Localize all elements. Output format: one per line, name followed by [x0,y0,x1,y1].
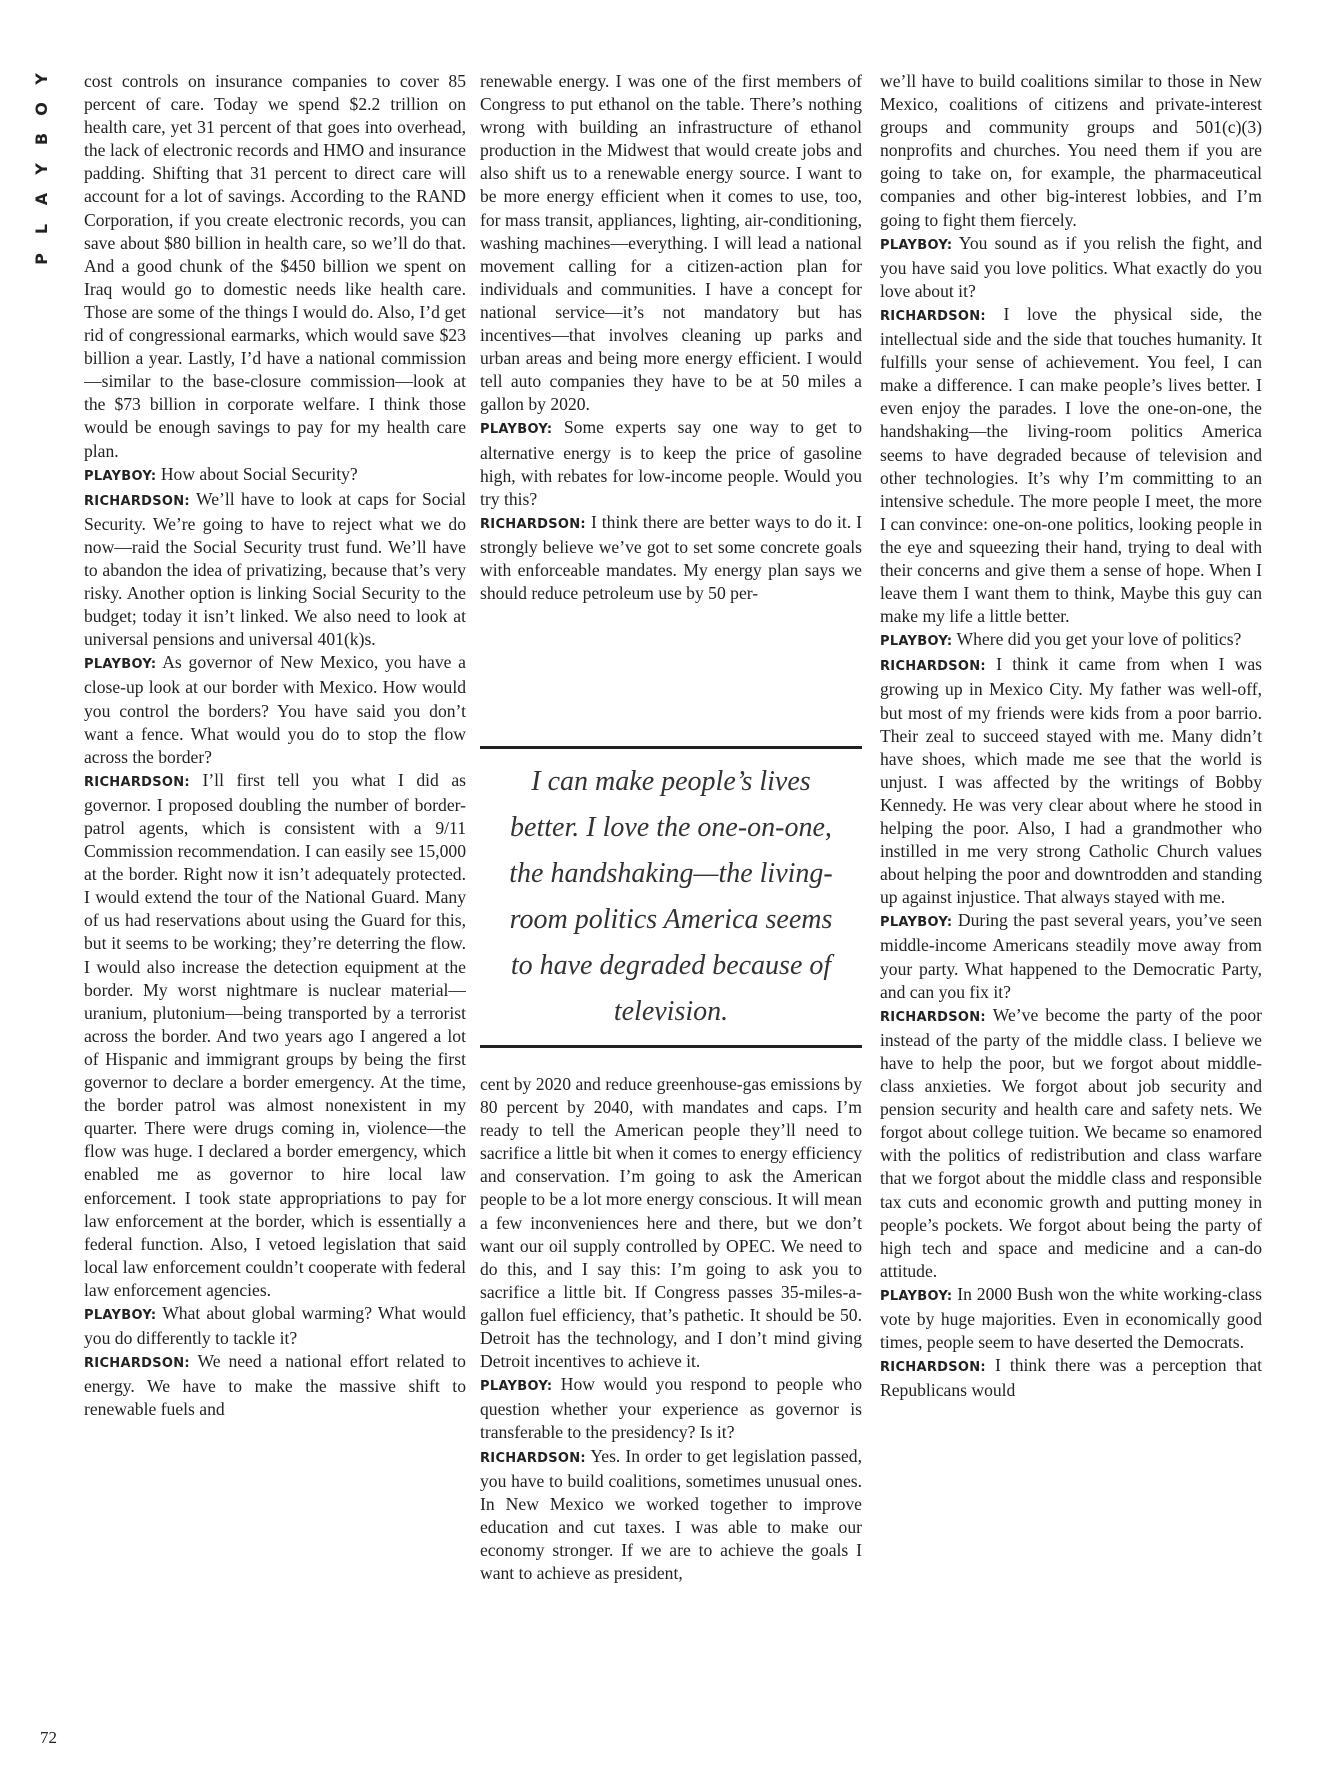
article-paragraph [84,1302,466,1350]
paragraph-text: I think it came from when I was growing up in Mexico City. My father was well-off, but most of my friends were kids from a poor barrio. Their zeal to succeed stayed with me. Many didn’t have shoes, which made me see that the world is unjust. I was affected by the writings of Bobby Kennedy. He was very clear about where he stood in helping the poor. Also, I had a grandmother who instilled in me very strong Catholic Church values about helping the poor and downtrodden and standing up against injustice. That always stayed with me. [880,654,1262,908]
speaker-label: PLAYBOY: [84,468,157,484]
article-paragraph [880,653,1262,909]
article-column-3 [880,70,1262,1760]
masthead-letter: B [31,132,51,146]
speaker-label: PLAYBOY: [880,915,953,931]
speaker-label: RICHARDSON: [84,774,190,790]
article-paragraph [84,488,466,652]
masthead-letter: Y [32,73,51,85]
paragraph-text: I’ll first tell you what I did as governor. I proposed doubling the number of border-patrol agents, which is consistent with a 9/11 Commission recommendation. I can easily see 15,000 at the border. Right now it isn’t adequately protected. I would extend the tour of the National Guard. Many of us had reservations about using the Guard for this, but it seems to be working; they’re deterring the flow. I would also increase the detection equipment at the border. My worst nightmare is nuclear material—uranium, plutonium—being transported by a terrorist across the border. And two years ago I angered a lot of Hispanic and immigrant groups by being the first governor to declare a border emergency. At the time, the border patrol was almost nonexistent in my quarter. There were drugs coming in, violence—the flow was huge. I declared a border emergency, which enabled me as governor to hire local law enforcement. I took state appropriations to pay for law enforcement at the border, which is essentially a federal function. Also, I vetoed legislation that said local law enforcement couldn’t cooperate with federal law enforcement agencies. [84,769,466,1300]
article-paragraph [84,1350,466,1421]
paragraph-text: You sound as if you relish the fight, and you have said you love politics. What exactly do you love about it? [880,232,1262,301]
article-paragraph [880,232,1262,303]
article-paragraph [480,416,862,510]
article-paragraph [880,909,1262,1003]
article-paragraph [480,70,862,416]
paragraph-text: Yes. In order to get legislation passed, you have to build coalitions, sometimes unusual ones. In New Mexico we worked together to improve education and cut taxes. I was able to make our economy stronger. If we are to achieve the goals I want to achieve as president, [480,1445,862,1583]
article-paragraph [84,463,466,488]
speaker-label: PLAYBOY: [480,1379,553,1395]
paragraph-text: I love the physical side, the intellectual side and the side that touches humanity. It fulfills your sense of achievement. You feel, I can make a difference. I can make people’s lives better. I even enjoy the parades. I love the one-on-one, the handshaking—the living-room politics America seems to have degraded because of television and other technologies. It’s why I’m committing to an intensive schedule. The more people I meet, the more I can convince: one-on-one politics, looking people in the eye and squeezing their hand, trying to deal with their concerns and give them a sense of hope. When I leave them I want them to think, Maybe this guy can make my life a little better. [880,303,1262,627]
paragraph-text: We’ll have to look at caps for Social Security. We’re going to have to reject what we do now—raid the Social Security trust fund. We’ll have to abandon the idea of privatizing, because that’s very risky. Another option is linking Social Security to the budget; today it isn’t linked. We also need to look at universal pensions and universal 401(k)s. [84,488,466,650]
article-paragraph [84,651,466,768]
article-paragraph [480,1373,862,1444]
speaker-label: RICHARDSON: [880,308,986,324]
article-paragraph [880,628,1262,653]
masthead-letter: Y [32,163,51,175]
paragraph-text: During the past several years, you’ve seen middle-income Americans steadily move away from your party. What happened to the Democratic Party, and can you fix it? [880,910,1262,1002]
speaker-label: RICHARDSON: [880,659,986,675]
masthead-letter: O [31,102,51,116]
speaker-label: RICHARDSON: [480,1450,586,1466]
article-paragraph [880,70,1262,232]
speaker-label: PLAYBOY: [84,1307,157,1323]
magazine-masthead [30,70,54,268]
article-paragraph [880,1004,1262,1283]
paragraph-text: What about global warming? What would you do differently to tackle it? [84,1302,466,1349]
article-paragraph [880,1283,1262,1354]
speaker-label: RICHARDSON: [880,1360,986,1376]
masthead-letter: A [31,192,51,206]
masthead-letter: P [31,253,51,265]
speaker-label: PLAYBOY: [84,657,157,673]
paragraph-text: I think there are better ways to do it. I strongly believe we’ve got to set some concrete goals with enforceable mandates. My energy plan says we should reduce petroleum use by 50 per- [480,511,862,604]
speaker-label: RICHARDSON: [480,516,586,532]
article-column-2-top [480,70,862,750]
pull-quote [480,746,862,1048]
article-paragraph [480,511,862,605]
speaker-label: RICHARDSON: [84,493,190,509]
article-paragraph [480,1445,862,1586]
paragraph-text: cent by 2020 and reduce greenhouse-gas emissions by 80 percent by 2040, with mandates and caps. I’m ready to tell the American people they’ll need to sacrifice a little bit when it comes to energy efficiency and conservation. I’m going to ask the American people to be a lot more energy conscious. It will mean a few inconveniences here and there, but we don’t want our oil supply controlled by OPEC. We need to do this, and I say this: I’m going to ask you to sacrifice a little bit. If Congress passes 35-miles-a-gallon fuel efficiency, that’s pathetic. It should be 50. Detroit has the technology, and I don’t mind giving Detroit incentives to achieve it. [480,1074,862,1372]
paragraph-text: In 2000 Bush won the white working-class vote by huge majorities. Even in economically good times, people seem to have deserted the Democrats. [880,1283,1262,1353]
paragraph-text: We need a national effort related to energy. We have to make the massive shift to renewable fuels and [84,1351,466,1420]
speaker-label: RICHARDSON: [84,1356,190,1372]
paragraph-text: We’ve become the party of the poor instead of the party of the middle class. I believe we have to help the poor, but we forgot about middle-class anxieties. We forgot about job security and pension security and health care and safety nets. We forgot about college tuition. We became so enamored with the politics of redistribution and class warfare that we forgot about the middle class and responsible tax cuts and economic growth and putting money in people’s pockets. We forgot about being the party of high tech and space and medicine and a can-do attitude. [880,1004,1262,1281]
paragraph-text: How would you respond to people who question whether your experience as governor is transferable to the presidency? Is it? [480,1374,862,1443]
article-paragraph [84,70,466,463]
speaker-label: RICHARDSON: [880,1009,986,1025]
article-paragraph [880,303,1262,628]
paragraph-text: cost controls on insurance companies to cover 85 percent of care. Today we spend $2.2 trillion on health care, yet 31 percent of that goes into overhead, the lack of electronic records and HMO and insurance padding. Shifting that 31 percent to direct care will account for a lot of savings. According to the RAND Corporation, if you create electronic records, you can save about $80 billion in health care, so we’ll do that. And a good chunk of the $450 billion we spent on Iraq would go to domestic needs like health care. Those are some of the things I would do. Also, I’d get rid of congressional earmarks, which would save $23 billion a year. Lastly, I’d have a national commission—similar to the base-closure commission—look at the $73 billion in corporate welfare. I think those would be enough savings to pay for my health care plan. [84,71,466,461]
speaker-label: PLAYBOY: [880,237,953,253]
paragraph-text: I think there was a perception that Republicans would [880,1355,1262,1401]
paragraph-text: renewable energy. I was one of the first members of Congress to put ethanol on the table. There’s nothing wrong with building an infrastructure of ethanol production in the Midwest that would create jobs and also shift us to a renewable energy source. I want to be more energy efficient when it comes to use, too, for mass transit, appliances, lighting, air-conditioning, washing machines—everything. I will lead a national movement calling for a citizen-action plan for individuals and communities. I have a concept for national service—it’s not mandatory but has incentives—that involves cleaning up parks and urban areas and being more energy efficient. I would tell auto companies they have to be at 50 miles a gallon by 2020. [480,71,862,415]
article-paragraph [880,1354,1262,1402]
article-column-2-bottom [480,1073,862,1763]
masthead-letter: L [31,223,51,235]
paragraph-text: As governor of New Mexico, you have a close-up look at our border with Mexico. How would you control the borders? You have said you don’t want a fence. What would you do to stop the flow across the border? [84,652,466,767]
page-number: 72 [40,1728,57,1747]
pull-quote-text: I can make people’s lives better. I love the one-on-one, the handshaking—the living-room politics America seems to have degraded because of television. [509,766,833,1027]
article-paragraph [480,1073,862,1373]
paragraph-text: How about Social Security? [160,463,358,484]
speaker-label: PLAYBOY: [480,422,553,438]
speaker-label: PLAYBOY: [880,1288,953,1304]
paragraph-text: Where did you get your love of politics? [956,629,1242,650]
paragraph-text: we’ll have to build coalitions similar to those in New Mexico, coalitions of citizens and private-interest groups and community groups and 501(c)(3) nonprofits and churches. You need them if you are going to take on, for example, the pharmaceutical companies and other big-interest lobbies, and I’m going to fight them fiercely. [880,71,1262,230]
article-column-1 [84,70,466,1760]
speaker-label: PLAYBOY: [880,634,953,650]
paragraph-text: Some experts say one way to get to alternative energy is to keep the price of gasoline high, with rebates for low-income people. Would you try this? [480,417,862,509]
article-paragraph [84,769,466,1302]
